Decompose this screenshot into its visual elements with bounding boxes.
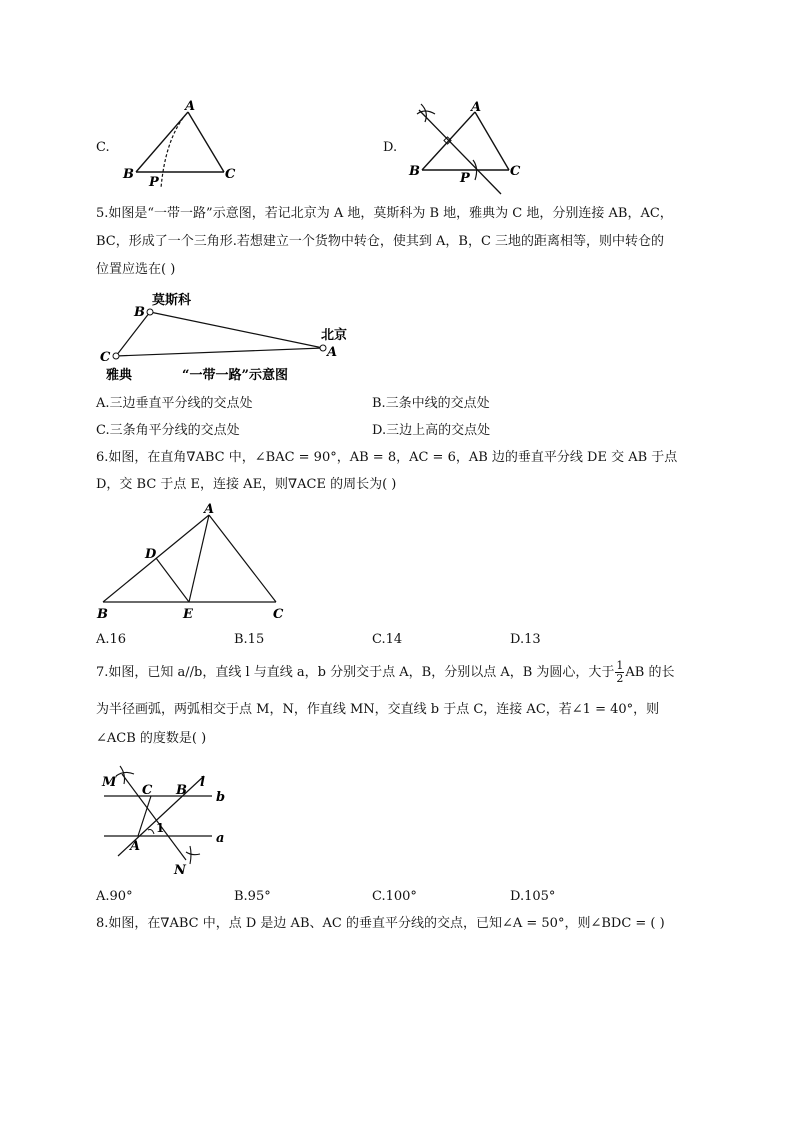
q7-line-3: ∠ACB 的度数是( ) (96, 731, 207, 746)
label-c: C (273, 607, 284, 622)
label-p: P (149, 175, 159, 190)
q7-option-b: B.95° (234, 889, 271, 904)
q5-line-1: 5.如图是“一带一路”示意图，若记北京为 A 地，莫斯科为 B 地，雅典为 C 地，分别连接 AB，AC， (96, 206, 673, 221)
q6-line-2: D，交 BC 于点 E，连接 AE，则∇ACE 的周长为( ) (96, 477, 397, 492)
figure-caption: “一带一路”示意图 (182, 368, 288, 383)
label-c: C (225, 167, 236, 182)
figure-q5-belt-road (96, 288, 366, 388)
q6-option-a: A.16 (96, 632, 127, 647)
label-a: A (327, 345, 338, 360)
fraction-numerator: 1 (616, 659, 624, 672)
q7-line-1-text: 7.如图，已知 a//b，直线 l 与直线 a，b 分别交于点 A，B，分别以点 A，B 为圆心，大于 (96, 665, 615, 680)
q6-line-1: 6.如图，在直角∇ABC 中，∠BAC = 90°，AB = 8，AC = 6，AB 边的垂直平分线 DE 交 AB 于点 (96, 450, 678, 465)
label-athens: 雅典 (106, 368, 133, 383)
q5-option-d: D.三边上高的交点处 (372, 423, 491, 438)
figure-q6-triangle (92, 500, 302, 625)
q6-option-d: D.13 (510, 632, 541, 647)
q7-line-2: 为半径画弧，两弧相交于点 M，N，作直线 MN，交直线 b 于点 C，连接 AC，若∠1 = 40°，则 (96, 702, 660, 717)
q6-option-b: B.15 (234, 632, 265, 647)
q7-option-d: D.105° (510, 889, 556, 904)
label-p: P (460, 171, 470, 186)
figure-option-c (115, 98, 255, 193)
label-a: A (130, 839, 141, 854)
q7-line-1-tail: AB 的长 (625, 665, 675, 680)
label-m: M (102, 775, 117, 790)
label-l: l (200, 775, 205, 790)
q5-option-b: B.三条中线的交点处 (372, 396, 490, 411)
label-b: B (176, 783, 187, 798)
q5-option-a: A.三边垂直平分线的交点处 (96, 396, 253, 411)
label-angle-1: 1 (156, 821, 165, 835)
q5-line-3: 位置应选在( ) (96, 262, 176, 277)
label-n: N (174, 863, 186, 878)
label-line-b: b (216, 790, 226, 805)
label-b: B (134, 305, 145, 320)
label-line-a: a (216, 831, 225, 846)
label-d: D (145, 547, 157, 562)
fraction-denominator: 2 (616, 672, 624, 685)
label-a: A (471, 100, 482, 115)
label-a: A (204, 502, 215, 517)
option-d-label: D. (383, 140, 398, 155)
label-a: A (185, 99, 196, 114)
q7-line-1 (96, 660, 675, 686)
label-c: C (100, 350, 111, 365)
label-b: B (123, 167, 134, 182)
option-c-label: C. (96, 140, 110, 155)
q7-option-a: A.90° (96, 889, 133, 904)
label-b: B (409, 164, 420, 179)
q5-option-c: C.三条角平分线的交点处 (96, 423, 240, 438)
figure-option-d (405, 98, 530, 198)
label-c: C (142, 783, 153, 798)
q6-option-c: C.14 (372, 632, 403, 647)
label-c: C (510, 164, 521, 179)
label-moscow: 莫斯科 (152, 293, 192, 308)
label-beijing: 北京 (321, 328, 348, 343)
q5-line-2: BC，形成了一个三角形.若想建立一个货物中转仓，使其到 A，B，C 三地的距离相等，则中转仓的 (96, 234, 665, 249)
label-e: E (183, 607, 193, 622)
fraction-one-half (615, 660, 624, 685)
q8-line-1: 8.如图，在∇ABC 中，点 D 是边 AB、AC 的垂直平分线的交点，已知∠A = 50°，则∠BDC = ( ) (96, 916, 665, 931)
figure-q7-parallel-lines (96, 758, 246, 883)
q7-option-c: C.100° (372, 889, 417, 904)
label-b: B (97, 607, 108, 622)
